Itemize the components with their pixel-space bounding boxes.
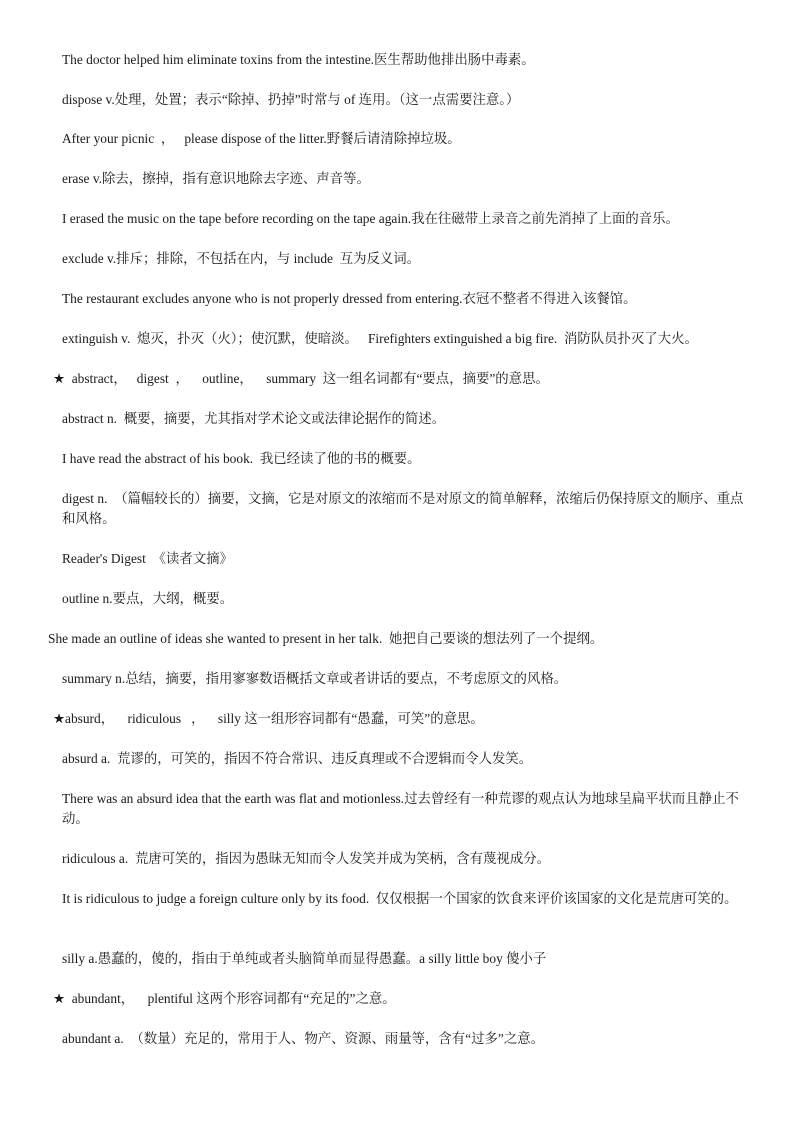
vocab-entry: absurd a. 荒谬的，可笑的，指因不符合常识、违反真理或不合逻辑而令人发笑。: [62, 751, 533, 766]
vocab-entry: summary n.总结，摘要，指用寥寥数语概括文章或者讲话的要点，不考虑原文的风格。: [62, 671, 568, 686]
word-group-heading: ★ abundant， plentiful 这两个形容词都有“充足的”之意。: [53, 991, 396, 1006]
example-sentence: I erased the music on the tape before recording on the tape again.我在往磁带上录音之前先消掉了上面的音乐。: [62, 211, 679, 226]
example-sentence: There was an absurd idea that the earth was flat and motionless.过去曾经有一种荒谬的观点认为地球呈扁平状而且静止不动。: [62, 791, 739, 826]
vocab-entry: silly a.愚蠢的，傻的，指由于单纯或者头脑简单而显得愚蠢。a silly little boy 傻小子: [62, 951, 547, 966]
vocab-entry: ridiculous a. 荒唐可笑的，指因为愚昧无知而令人发笑并成为笑柄，含有蔑视成分。: [62, 851, 550, 866]
example-sentence: It is ridiculous to judge a foreign culture only by its food. 仅仅根据一个国家的饮食来评价该国家的文化是荒唐可笑的。: [62, 891, 738, 906]
example-sentence: The restaurant excludes anyone who is not properly dressed from entering.衣冠不整者不得进入该餐馆。: [62, 291, 637, 306]
word-group-heading: ★absurd， ridiculous ， silly 这一组形容词都有“愚蠢，可笑”的意思。: [53, 711, 484, 726]
vocab-entry: abstract n. 概要，摘要，尤其指对学术论文或法律论据作的简述。: [62, 411, 446, 426]
vocab-entry: erase v.除去，擦掉，指有意识地除去字迹、声音等。: [62, 171, 370, 186]
vocab-entry: extinguish v. 熄灭，扑灭（火）；使沉默，使暗淡。 Firefighters extinguished a big fire. 消防队员扑灭了大火。: [62, 331, 698, 346]
vocab-entry: outline n.要点，大纲，概要。: [62, 591, 234, 606]
example-sentence: I have read the abstract of his book. 我已经读了他的书的概要。: [62, 451, 421, 466]
vocab-entry: dispose v.处理，处置；表示“除掉、扔掉”时常与 of 连用。（这一点需要注意。）: [62, 92, 520, 107]
example-sentence: Reader's Digest 《读者文摘》: [62, 551, 233, 566]
example-sentence: The doctor helped him eliminate toxins from the intestine.医生帮助他排出肠中毒素。: [62, 52, 535, 67]
example-sentence: After your picnic ， please dispose of the litter.野餐后请清除掉垃圾。: [62, 131, 461, 146]
word-group-heading: ★ abstract， digest ， outline， summary 这一组名词都有“要点，摘要”的意思。: [53, 371, 549, 386]
example-sentence: She made an outline of ideas she wanted to present in her talk. 她把自己要谈的想法列了一个提纲。: [48, 631, 604, 646]
vocab-entry: abundant a. （数量）充足的，常用于人、物产、资源、雨量等，含有“过多”之意。: [62, 1031, 545, 1046]
vocab-entry: digest n. （篇幅较长的）摘要，文摘，它是对原文的浓缩而不是对原文的简单解释，浓缩后仍保持原文的顺序、重点和风格。: [62, 491, 744, 526]
vocab-entry: exclude v.排斥；排除，不包括在内，与 include 互为反义词。: [62, 251, 421, 266]
